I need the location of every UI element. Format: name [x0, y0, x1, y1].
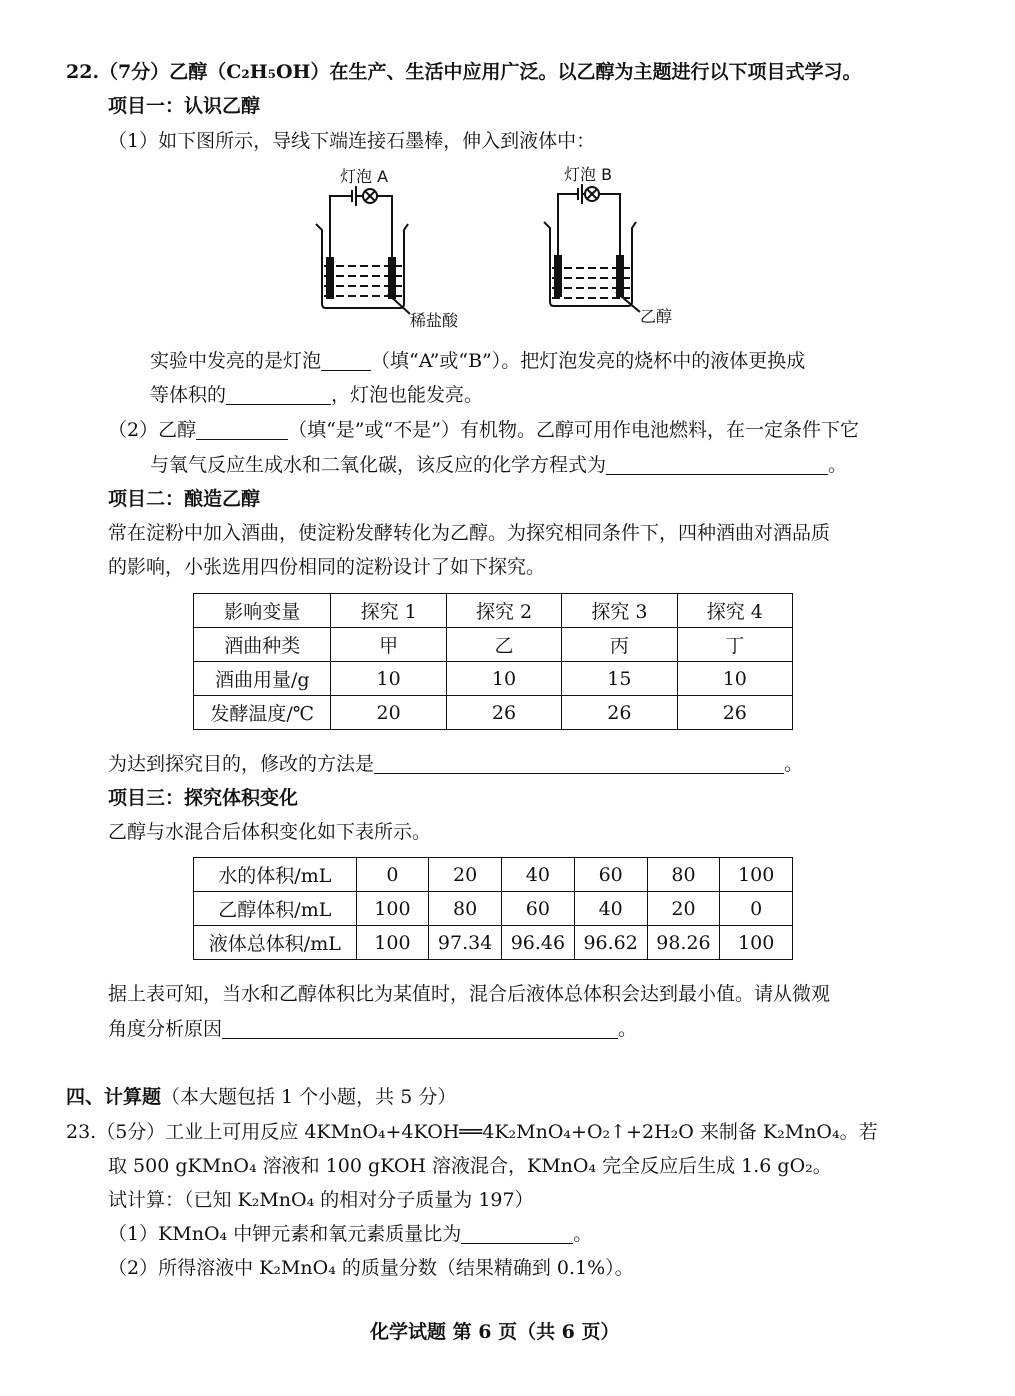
answer-blank-reason[interactable]: [222, 1018, 618, 1039]
electrode-a-right: [389, 258, 395, 298]
answer-blank-organic[interactable]: [196, 419, 288, 440]
table-row: [194, 892, 793, 926]
table-cell: 酒曲种类: [194, 628, 331, 662]
table-row: [194, 858, 793, 892]
q22-part2-line2: [150, 451, 847, 479]
table-cell: 探究 2: [446, 594, 561, 628]
text-segment: 。: [784, 753, 804, 775]
electrode-b-right: [617, 256, 623, 296]
table-cell: 甲: [331, 628, 446, 662]
answer-blank-method[interactable]: [374, 753, 784, 774]
page-footer: 化学试题 第 6 页（共 6 页）: [370, 1321, 620, 1343]
battery-a-icon: [352, 186, 356, 206]
table-cell: 100: [720, 858, 793, 892]
text-segment: 。: [573, 1223, 593, 1245]
text-segment: 为达到探究目的，修改的方法是: [108, 753, 375, 775]
table-cell: 26: [446, 696, 561, 730]
table-cell: 60: [502, 892, 575, 926]
table-volume-change: [193, 857, 793, 960]
project3-title: 项目三：探究体积变化: [108, 787, 299, 809]
table-cell: 20: [647, 892, 720, 926]
liquid-b-label: 乙醇: [640, 307, 673, 326]
table-cell: 发酵温度/℃: [194, 696, 331, 730]
section4-subtitle: （本大题包括 1 个小题，共 5 分）: [161, 1086, 457, 1108]
table-cell: 影响变量: [194, 594, 331, 628]
table-cell: 丙: [562, 628, 677, 662]
section4-title: 四、计算题: [66, 1086, 162, 1108]
table-cell: 10: [446, 662, 561, 696]
table-cell: 98.26: [647, 926, 720, 960]
text-segment: （填“A”或“B”）。把灯泡发亮的烧杯中的液体更换成: [371, 350, 806, 372]
project2-question: [108, 750, 803, 778]
project3-text-2: [108, 1015, 637, 1043]
table-row: [194, 926, 793, 960]
q23-line2: 取 500 gKMnO₄ 溶液和 100 gKOH 溶液混合，KMnO₄ 完全反应后生成 1.6 gO₂。: [108, 1155, 832, 1177]
section4-heading: [66, 1083, 456, 1111]
text-segment: 23.（5分）工业上可用反应 4KMnO₄+4KOH: [66, 1121, 460, 1143]
table-cell: 40: [574, 892, 647, 926]
table-cell: 100: [720, 926, 793, 960]
q22-heading: 22.（7分）乙醇（C₂H₅OH）在生产、生活中应用广泛。以乙醇为主题进行以下项目式学习。: [66, 61, 862, 83]
project1-title: 项目一：认识乙醇: [108, 95, 261, 117]
text-segment: 。: [618, 1018, 638, 1040]
q22-part1-line2: [150, 381, 483, 409]
table-cell: 酒曲用量/g: [194, 662, 331, 696]
table-yeast-experiment: [193, 593, 793, 730]
table-cell: 液体总体积/mL: [194, 926, 357, 960]
answer-blank-bulb[interactable]: [321, 350, 371, 371]
text-segment: 等体积的: [150, 384, 227, 406]
table-cell: 10: [331, 662, 446, 696]
electrode-a-left: [327, 258, 333, 298]
battery-b-icon: [578, 184, 582, 204]
text-segment: （填“是”或“不是”）有机物。乙醇可用作电池燃料，在一定条件下它: [288, 419, 859, 441]
table-cell: 80: [647, 858, 720, 892]
text-segment: （2）乙醇: [108, 419, 197, 441]
answer-blank-liquid[interactable]: [226, 384, 331, 405]
table-cell: 水的体积/mL: [194, 858, 357, 892]
text-segment: 实验中发亮的是灯泡: [150, 350, 322, 372]
table-cell: 20: [429, 858, 502, 892]
table-cell: 20: [331, 696, 446, 730]
table-cell: 40: [502, 858, 575, 892]
table-row: [194, 696, 793, 730]
table-cell: 探究 4: [677, 594, 792, 628]
bulb-a-label: 灯泡 A: [340, 167, 389, 186]
table-cell: 丁: [677, 628, 792, 662]
liquid-a-label: 稀盐酸: [410, 311, 459, 330]
table-cell: 乙醇体积/mL: [194, 892, 357, 926]
table-cell: 60: [574, 858, 647, 892]
table-cell: 15: [562, 662, 677, 696]
circuit-b: [544, 184, 640, 312]
text-segment: 。: [828, 454, 848, 476]
table-cell: 乙: [446, 628, 561, 662]
equation-sign: ══: [459, 1121, 483, 1143]
table-cell: 26: [677, 696, 792, 730]
table-row: [194, 628, 793, 662]
table-cell: 0: [356, 858, 429, 892]
project2-title: 项目二：酿造乙醇: [108, 488, 261, 510]
q22-part1-intro: （1）如下图所示，导线下端连接石墨棒，伸入到液体中：: [108, 130, 596, 152]
project2-text-1: 常在淀粉中加入酒曲，使淀粉发酵转化为乙醇。为探究相同条件下，四种酒曲对酒品质: [108, 522, 831, 544]
q22-part1-line1: [150, 347, 805, 375]
table-cell: 100: [356, 926, 429, 960]
answer-blank-mass-ratio[interactable]: [461, 1223, 573, 1244]
q23-part1: [108, 1220, 592, 1248]
table-cell: 26: [562, 696, 677, 730]
table-cell: 97.34: [429, 926, 502, 960]
text-segment: 与氧气反应生成水和二氧化碳，该反应的化学方程式为: [150, 454, 607, 476]
table-row: [194, 662, 793, 696]
table-cell: 96.62: [574, 926, 647, 960]
text-segment: ，灯泡也能发亮。: [331, 384, 484, 406]
leader-b: [616, 292, 640, 312]
q23-part2: （2）所得溶液中 K₂MnO₄ 的质量分数（结果精确到 0.1%）。: [108, 1257, 634, 1279]
table-cell: 100: [356, 892, 429, 926]
table-row: [194, 594, 793, 628]
project2-text-2: 的影响，小张选用四份相同的淀粉设计了如下探究。: [108, 556, 546, 578]
project3-text-1: 据上表可知，当水和乙醇体积比为某值时，混合后液体总体积会达到最小值。请从微观: [108, 983, 831, 1005]
table-cell: 96.46: [502, 926, 575, 960]
project3-intro: 乙醇与水混合后体积变化如下表所示。: [108, 821, 432, 843]
table-cell: 0: [720, 892, 793, 926]
answer-blank-equation[interactable]: [606, 454, 828, 475]
text-segment: （1）KMnO₄ 中钾元素和氧元素质量比为: [108, 1223, 462, 1245]
q23-heading: [66, 1118, 878, 1146]
circuit-a: [316, 186, 410, 314]
q23-line3: 试计算：（已知 K₂MnO₄ 的相对分子质量为 197）: [108, 1189, 534, 1211]
table-cell: 探究 1: [331, 594, 446, 628]
table-cell: 80: [429, 892, 502, 926]
text-segment: 4K₂MnO₄+O₂↑+2H₂O 来制备 K₂MnO₄。若: [482, 1121, 878, 1143]
beaker-circuit-figure: [300, 162, 700, 332]
table-cell: 10: [677, 662, 792, 696]
text-segment: 角度分析原因: [108, 1018, 223, 1040]
bulb-b-label: 灯泡 B: [564, 165, 613, 184]
electrode-b-left: [555, 256, 561, 296]
q22-part2-line1: [108, 416, 859, 444]
table-cell: 探究 3: [562, 594, 677, 628]
